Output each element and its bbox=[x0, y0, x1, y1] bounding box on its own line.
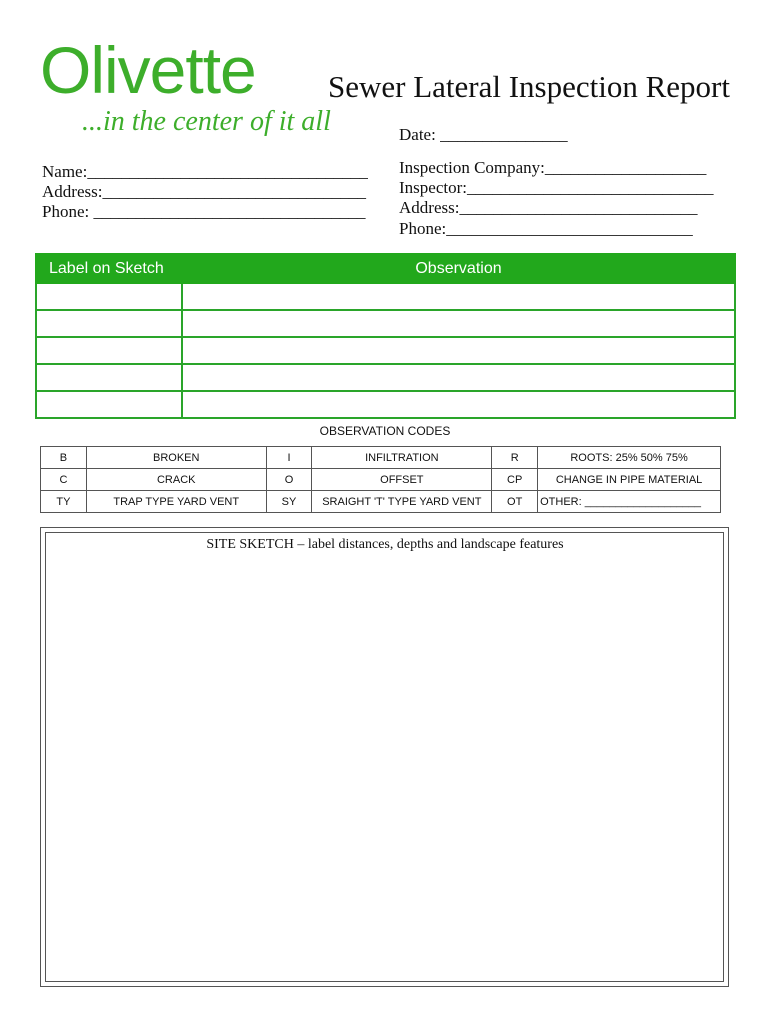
col-label-on-sketch: Label on Sketch bbox=[36, 254, 182, 283]
code: O bbox=[266, 469, 312, 491]
code: C bbox=[41, 469, 87, 491]
table-row bbox=[36, 364, 735, 391]
observation-codes-table bbox=[40, 446, 721, 513]
inspector-address-field[interactable]: Address:____________________________ bbox=[399, 198, 698, 217]
label-cell[interactable] bbox=[36, 337, 182, 364]
code: CP bbox=[492, 469, 538, 491]
observation-table-header bbox=[36, 254, 735, 283]
observation-table bbox=[35, 253, 736, 419]
code-row bbox=[41, 469, 721, 491]
label-cell[interactable] bbox=[36, 391, 182, 418]
observation-codes-title: OBSERVATION CODES bbox=[319, 424, 451, 438]
code: OT bbox=[492, 491, 538, 513]
inspector-field[interactable]: Inspector:_____________________________ bbox=[399, 178, 714, 197]
observation-cell[interactable] bbox=[182, 283, 735, 310]
label-cell[interactable] bbox=[36, 310, 182, 337]
observation-cell[interactable] bbox=[182, 310, 735, 337]
inspection-company-field[interactable]: Inspection Company:___________________ bbox=[399, 158, 707, 177]
owner-name-field[interactable]: Name:_________________________________ bbox=[42, 162, 368, 181]
code-meaning: ROOTS: 25% 50% 75% bbox=[538, 447, 721, 469]
code: SY bbox=[266, 491, 312, 513]
code-meaning: BROKEN bbox=[86, 447, 266, 469]
table-row bbox=[36, 283, 735, 310]
site-sketch-label: SITE SKETCH – label distances, depths and landscape features bbox=[206, 537, 564, 552]
code: TY bbox=[41, 491, 87, 513]
code-row bbox=[41, 447, 721, 469]
code-meaning: OFFSET bbox=[312, 469, 492, 491]
code-meaning: CHANGE IN PIPE MATERIAL bbox=[538, 469, 721, 491]
code-meaning: SRAIGHT 'T' TYPE YARD VENT bbox=[312, 491, 492, 513]
code-meaning: INFILTRATION bbox=[312, 447, 492, 469]
owner-phone-field[interactable]: Phone: ________________________________ bbox=[42, 202, 366, 221]
logo-tagline: ...in the center of it all bbox=[82, 106, 331, 137]
code: I bbox=[266, 447, 312, 469]
observation-cell[interactable] bbox=[182, 364, 735, 391]
table-row bbox=[36, 391, 735, 418]
col-observation: Observation bbox=[182, 254, 735, 283]
code-meaning: TRAP TYPE YARD VENT bbox=[86, 491, 266, 513]
table-row bbox=[36, 310, 735, 337]
code-meaning: CRACK bbox=[86, 469, 266, 491]
other-code-field[interactable]: OTHER: ___________________ bbox=[538, 491, 721, 513]
code: B bbox=[41, 447, 87, 469]
site-sketch-area[interactable] bbox=[45, 532, 724, 982]
observation-cell[interactable] bbox=[182, 391, 735, 418]
label-cell[interactable] bbox=[36, 364, 182, 391]
table-row bbox=[36, 337, 735, 364]
label-cell[interactable] bbox=[36, 283, 182, 310]
date-field[interactable]: Date: _______________ bbox=[399, 125, 568, 144]
logo-wordmark: Olivette bbox=[40, 33, 256, 107]
observation-cell[interactable] bbox=[182, 337, 735, 364]
code: R bbox=[492, 447, 538, 469]
page-title: Sewer Lateral Inspection Report bbox=[328, 69, 730, 104]
code-row bbox=[41, 491, 721, 513]
owner-address-field[interactable]: Address:_______________________________ bbox=[42, 182, 366, 201]
inspector-phone-field[interactable]: Phone:_____________________________ bbox=[399, 219, 693, 238]
